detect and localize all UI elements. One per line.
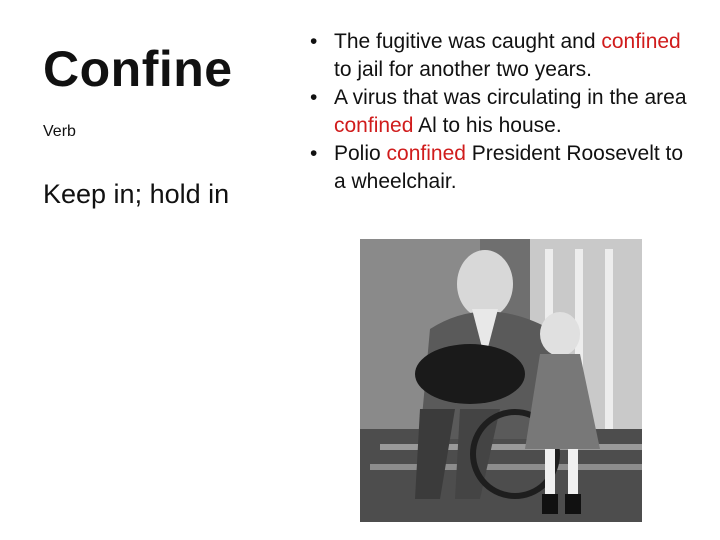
sentence-text-after: Al to his house.: [413, 114, 562, 137]
example-sentence: [310, 84, 700, 140]
bullet-icon: •: [310, 30, 318, 53]
example-sentences-list: [310, 28, 700, 196]
sentence-text-after: President Roosevelt to a wheelchair.: [334, 142, 684, 193]
sentence-text-after: to jail for another two years.: [334, 58, 592, 81]
sentence-text-before: A virus that was circulating in the area: [334, 86, 687, 109]
sentence-text-before: The fugitive was caught and: [334, 30, 602, 53]
bullet-icon: •: [310, 86, 318, 109]
roosevelt-wheelchair-photo: [360, 239, 642, 522]
example-sentence: [310, 140, 700, 196]
part-of-speech: Verb: [43, 123, 76, 140]
vocab-word-title: Confine: [43, 41, 233, 97]
bullet-icon: •: [310, 142, 318, 165]
highlight-word: confined: [334, 114, 414, 137]
highlight-word: confined: [601, 30, 681, 53]
sentence-text-before: Polio: [334, 142, 387, 165]
example-sentence: [310, 28, 700, 84]
highlight-word: confined: [386, 142, 466, 165]
definition: Keep in; hold in: [43, 179, 230, 209]
